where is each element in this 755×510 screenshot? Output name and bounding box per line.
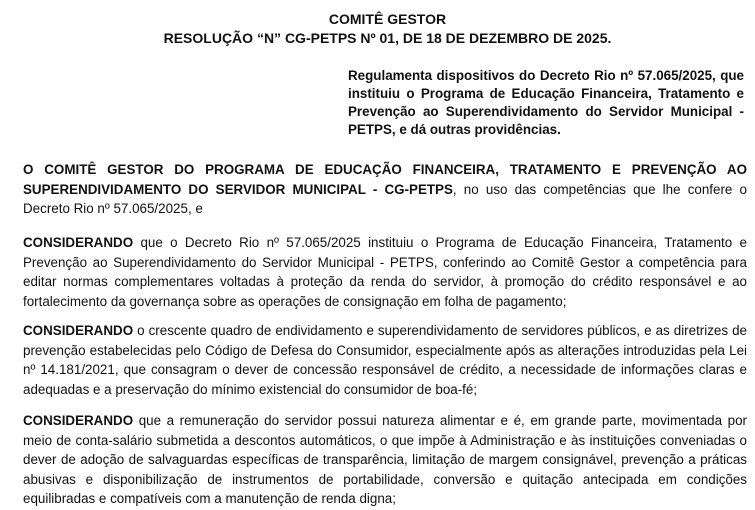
considerando-keyword: CONSIDERANDO xyxy=(23,323,134,338)
ementa: Regulamenta dispositivos do Decreto Rio nº 57.065/2025, que instituiu o Programa de Educação Financeira, Tratamento e Prevenção ao Superendividamento do Servidor Municipal - PETPS, e dá outras providências. xyxy=(348,68,744,137)
considerando-paragraph-3 xyxy=(23,411,747,509)
considerando-paragraph-1 xyxy=(23,233,747,311)
considerando-text: que o Decreto Rio nº 57.065/2025 instituiu o Programa de Educação Financeira, Tratamento e Prevenção ao Superendividamento do Servidor Municipal - PETPS, conferindo ao Comitê Gestor a competência para editar normas complementares voltadas à proteção da renda do servidor, à promoção do crédito responsável e ao fortalecimento da governança sobre as operações de consignação em folha de pagamento; xyxy=(23,235,747,309)
considerando-text: que a remuneração do servidor possui natureza alimentar e é, em grande parte, movimentada por meio de conta-salário submetida a descontos automáticos, o que impõe à Administração e às instituições conveniadas o dever de adoção de salvaguardas específicas de transparência, limitação de margem consignável, prevenção a práticas abusivas e disponibilização de instrumentos de portabilidade, conversão e quitação antecipada em condições equilibradas e compatíveis com a manutenção de renda digna; xyxy=(23,413,747,507)
considerando-text: o crescente quadro de endividamento e superendividamento de servidores públicos, e as diretrizes de prevenção estabelecidas pelo Código de Defesa do Consumidor, especialmente após as alterações introduzidas pela Lei nº 14.181/2021, que consagram o dever de concessão responsável de crédito, a necessidade de informações claras e adequadas e a preservação do mínimo existencial do consumidor de boa-fé; xyxy=(23,323,747,397)
considerando-keyword: CONSIDERANDO xyxy=(23,413,134,428)
preamble-paragraph xyxy=(23,160,747,219)
preamble-text: , no uso das competências que lhe confere o Decreto Rio nº 57.065/2025, e xyxy=(23,181,747,217)
considerando-keyword: CONSIDERANDO xyxy=(23,235,134,250)
resolution-title: RESOLUÇÃO “N” CG-PETPS Nº 01, DE 18 DE DEZEMBRO DE 2025. xyxy=(163,30,612,46)
document-header xyxy=(0,0,755,48)
preamble-bold: O COMITÊ GESTOR DO PROGRAMA DE EDUCAÇÃO FINANCEIRA, TRATAMENTO E PREVENÇÃO AO SUPERENDIVIDAMENTO DO SERVIDOR MUNICIPAL - CG-PETPS xyxy=(23,162,747,197)
committee-title: COMITÊ GESTOR xyxy=(328,11,447,27)
considerando-paragraph-2 xyxy=(23,321,747,399)
